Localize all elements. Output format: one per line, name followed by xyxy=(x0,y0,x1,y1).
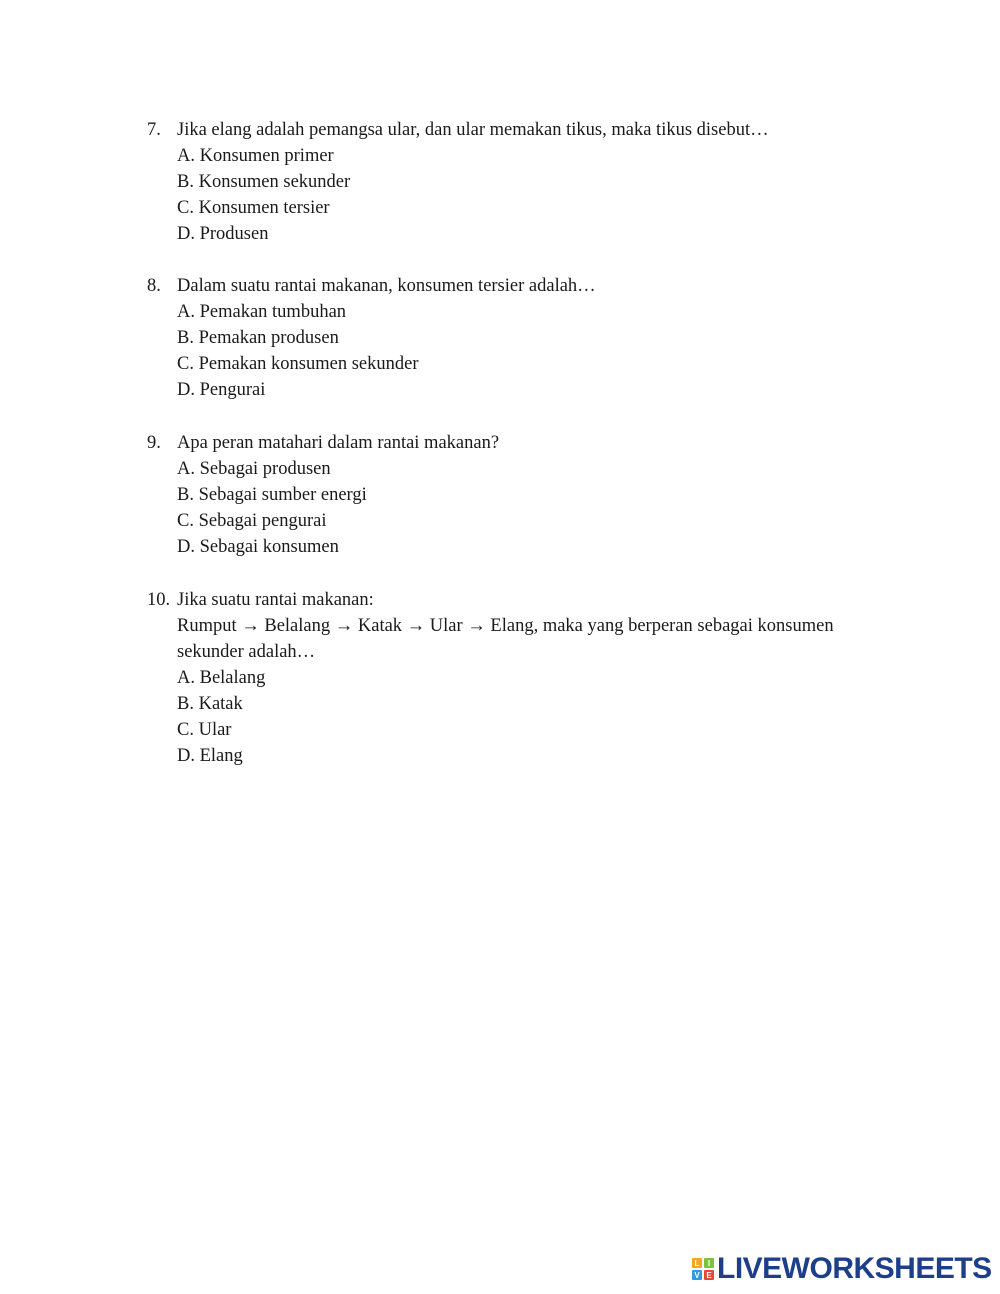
liveworksheets-logo xyxy=(692,1254,992,1284)
answer-option-d[interactable]: D. Sebagai konsumen xyxy=(177,537,339,557)
answer-option-d[interactable]: D. Produsen xyxy=(177,224,269,244)
answer-option-c[interactable]: C. Konsumen tersier xyxy=(177,198,330,218)
answer-option-c[interactable]: C. Pemakan konsumen sekunder xyxy=(177,354,419,374)
logo-tile: I xyxy=(704,1258,714,1268)
logo-mark-icon xyxy=(692,1258,714,1280)
answer-option-b[interactable]: B. Konsumen sekunder xyxy=(177,172,351,192)
answer-option-a[interactable]: A. Belalang xyxy=(177,668,266,688)
question-number: 8. xyxy=(147,276,161,296)
question-9 xyxy=(147,430,907,560)
question-10 xyxy=(147,587,907,769)
question-number: 10. xyxy=(147,590,171,610)
question-stem: Apa peran matahari dalam rantai makanan? xyxy=(177,433,500,453)
answer-option-b[interactable]: B. Pemakan produsen xyxy=(177,328,339,348)
question-stem: Jika suatu rantai makanan: xyxy=(177,590,374,610)
logo-tile: V xyxy=(692,1270,702,1280)
answer-option-d[interactable]: D. Elang xyxy=(177,746,243,766)
logo-tile: L xyxy=(692,1258,702,1268)
question-stem-line: sekunder adalah… xyxy=(177,642,316,662)
brand-name: LIVEWORKSHEETS xyxy=(717,1252,992,1285)
question-7 xyxy=(147,117,907,247)
logo-tile: E xyxy=(704,1270,714,1280)
answer-option-a[interactable]: A. Konsumen primer xyxy=(177,146,334,166)
question-stem: Dalam suatu rantai makanan, konsumen tersier adalah… xyxy=(177,276,596,296)
answer-option-c[interactable]: C. Sebagai pengurai xyxy=(177,511,327,531)
question-number: 7. xyxy=(147,120,161,140)
question-number: 9. xyxy=(147,433,161,453)
answer-option-c[interactable]: C. Ular xyxy=(177,720,232,740)
answer-option-b[interactable]: B. Katak xyxy=(177,694,243,714)
answer-option-b[interactable]: B. Sebagai sumber energi xyxy=(177,485,367,505)
answer-option-a[interactable]: A. Pemakan tumbuhan xyxy=(177,302,347,322)
question-stem-line: Rumput → Belalang → Katak → Ular → Elang, maka yang berperan sebagai konsumen xyxy=(177,616,834,636)
answer-option-d[interactable]: D. Pengurai xyxy=(177,380,266,400)
question-stem: Jika elang adalah pemangsa ular, dan ular memakan tikus, maka tikus disebut… xyxy=(177,120,769,140)
answer-option-a[interactable]: A. Sebagai produsen xyxy=(177,459,331,479)
question-8 xyxy=(147,273,907,403)
